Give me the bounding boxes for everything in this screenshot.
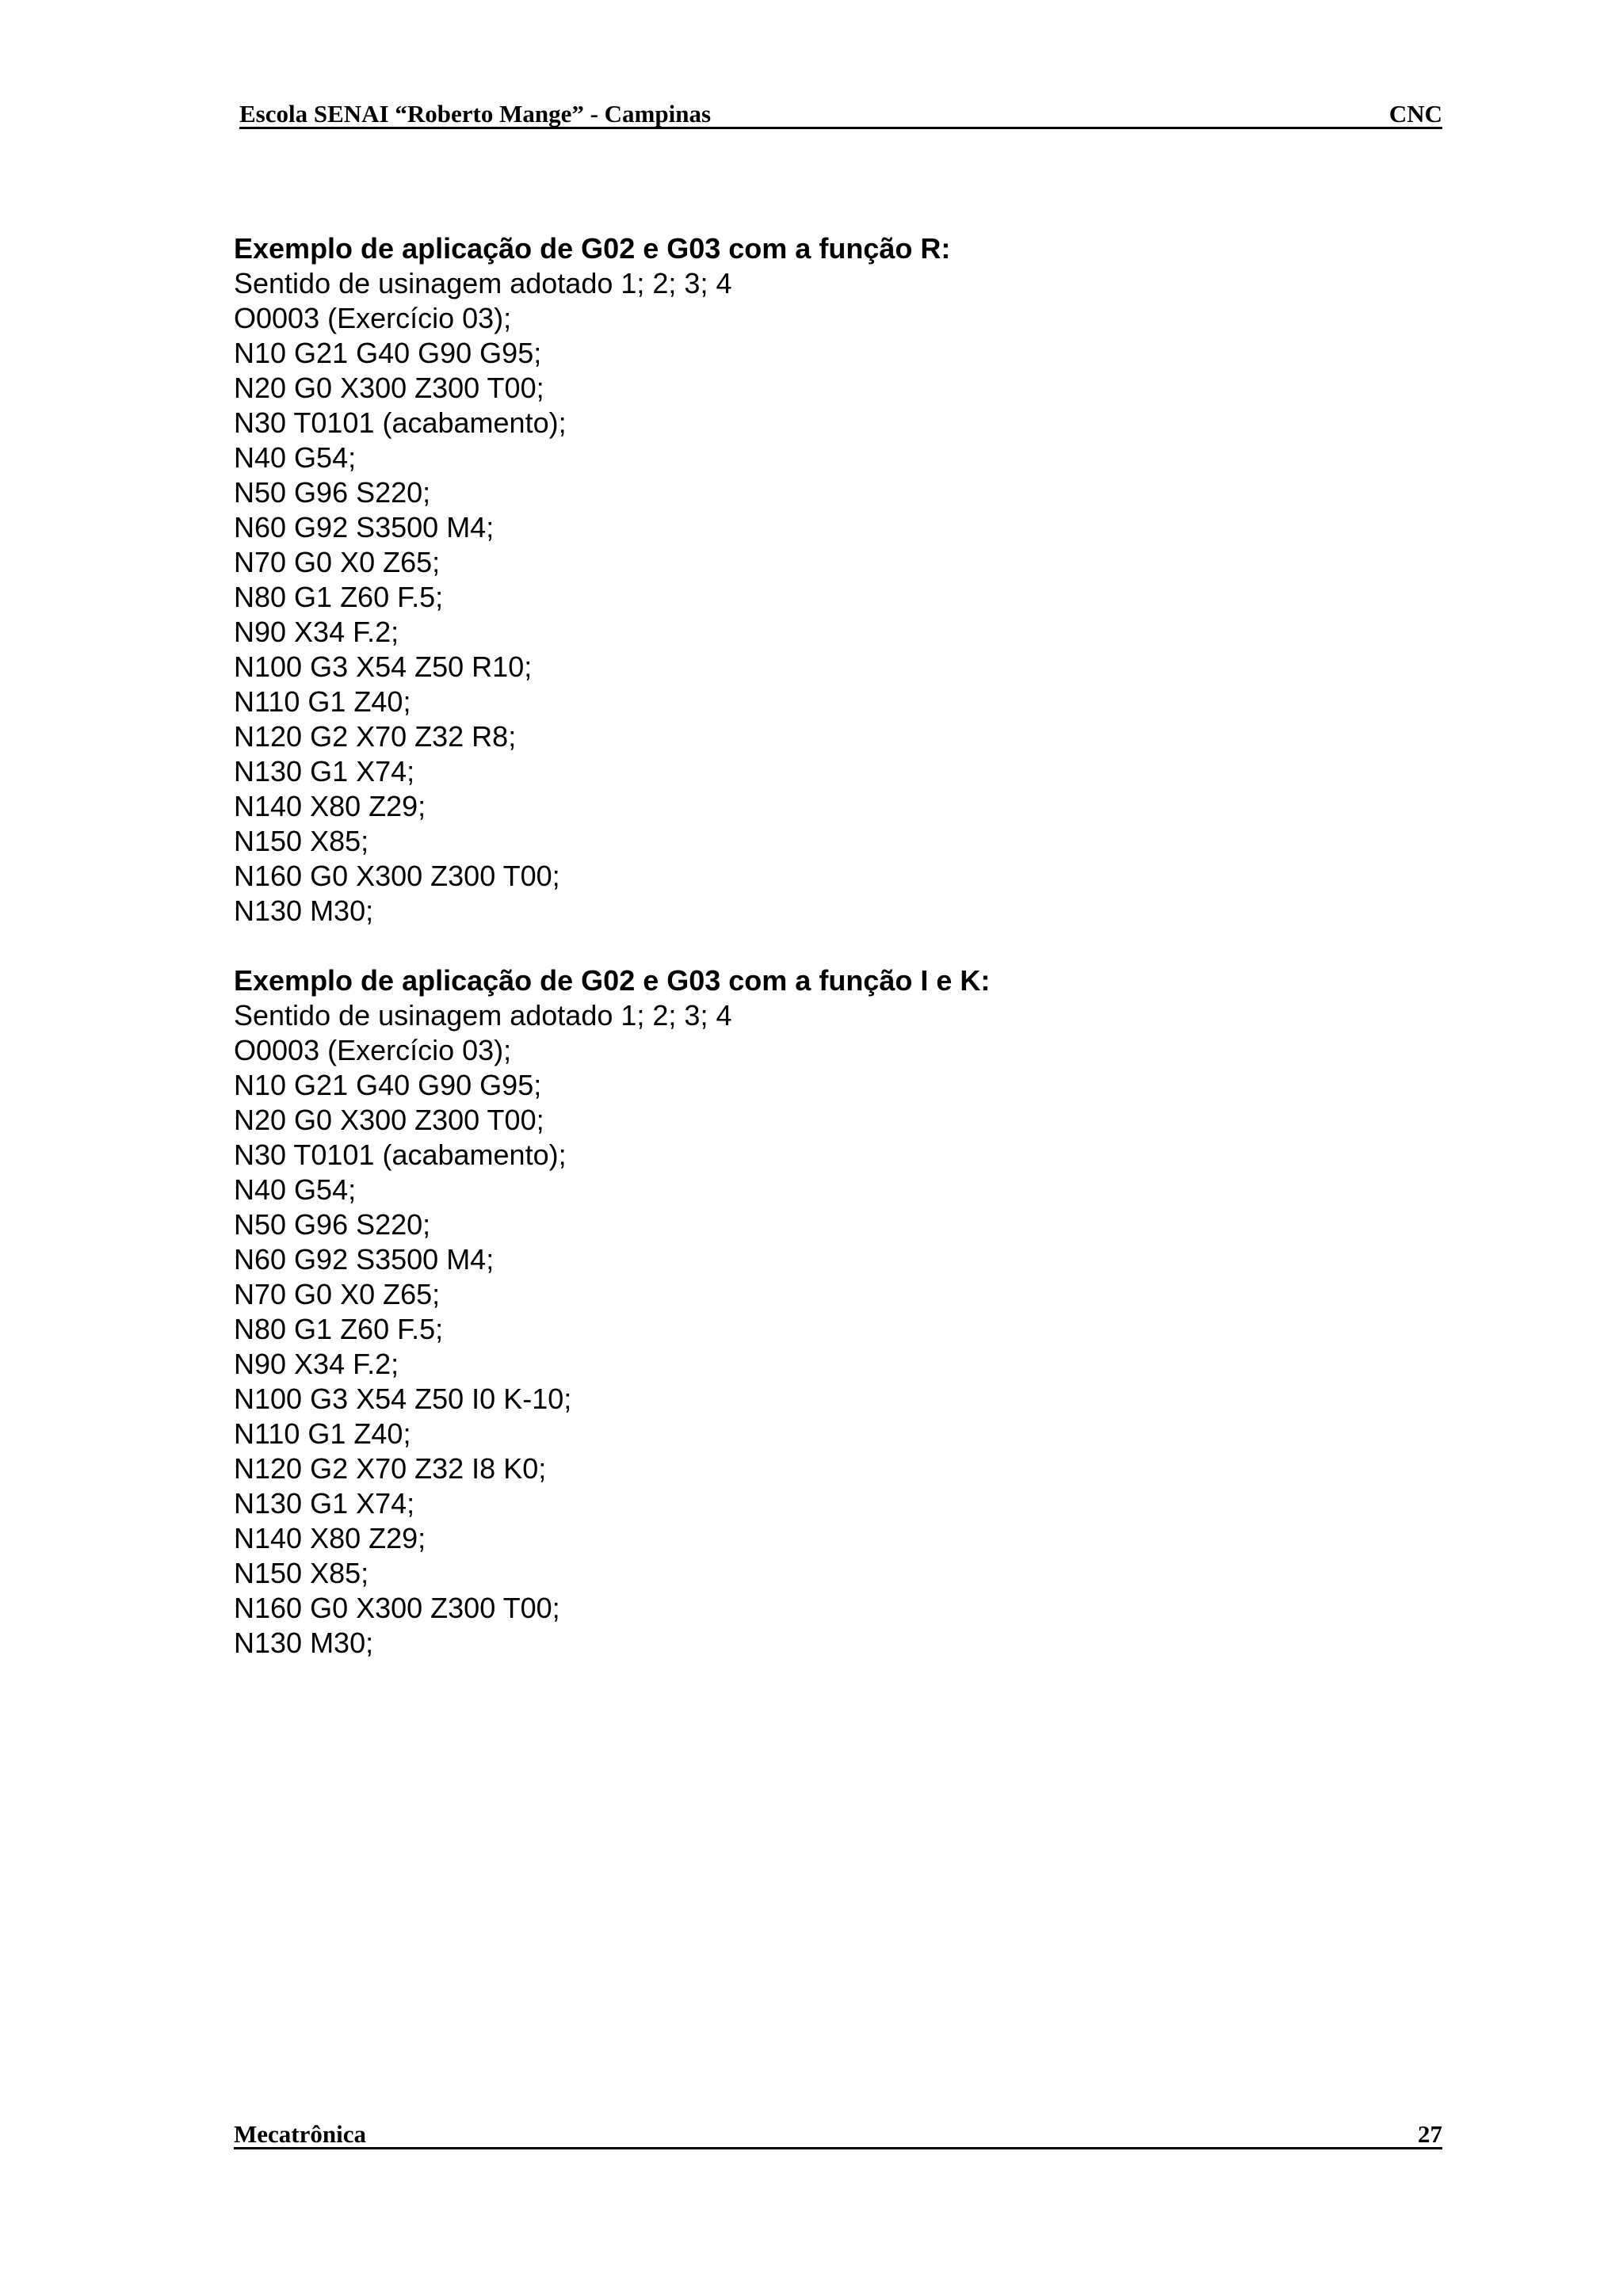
page-header	[239, 101, 1442, 129]
program-line: N160 G0 X300 Z300 T00;	[234, 860, 560, 892]
program-line: N40 G54;	[234, 1173, 357, 1206]
program-line: N10 G21 G40 G90 G95;	[234, 1069, 542, 1101]
page-number: 27	[1418, 2120, 1442, 2148]
program-line: N20 G0 X300 Z300 T00;	[234, 1104, 544, 1136]
footer-course-name: Mecatrônica	[234, 2120, 366, 2148]
program-line: N50 G96 S220;	[234, 476, 431, 509]
header-school-name: Escola SENAI “Roberto Mange” - Campinas	[239, 100, 712, 128]
program-line: N120 G2 X70 Z32 I8 K0;	[234, 1452, 547, 1485]
program-line: N50 G96 S220;	[234, 1208, 431, 1241]
program-line: N30 T0101 (acabamento);	[234, 1138, 567, 1171]
program-line: N100 G3 X54 Z50 I0 K-10;	[234, 1383, 572, 1415]
program-line: N160 G0 X300 Z300 T00;	[234, 1592, 560, 1624]
program-line: N150 X85;	[234, 1557, 369, 1589]
example-section-i-k	[234, 963, 1423, 1661]
program-line: N130 G1 X74;	[234, 755, 415, 788]
program-line: Sentido de usinagem adotado 1; 2; 3; 4	[234, 999, 732, 1032]
program-line: N90 X34 F.2;	[234, 616, 399, 648]
program-listing	[234, 998, 1423, 1661]
program-line: N130 M30;	[234, 1627, 374, 1659]
program-line: N130 M30;	[234, 894, 374, 927]
page-footer	[234, 2122, 1442, 2149]
example-section-r	[234, 231, 1423, 929]
program-line: N110 G1 Z40;	[234, 685, 411, 718]
program-listing	[234, 266, 1423, 929]
program-line: N140 X80 Z29;	[234, 1522, 426, 1554]
program-line: N70 G0 X0 Z65;	[234, 1278, 441, 1310]
page-content	[234, 231, 1423, 1661]
section-heading: Exemplo de aplicação de G02 e G03 com a função I e K:	[234, 964, 991, 997]
program-line: N150 X85;	[234, 825, 369, 857]
program-line: N90 X34 F.2;	[234, 1348, 399, 1380]
program-line: N80 G1 Z60 F.5;	[234, 581, 444, 613]
program-line: N70 G0 X0 Z65;	[234, 546, 441, 578]
program-line: N120 G2 X70 Z32 R8;	[234, 720, 517, 753]
header-subject: CNC	[1388, 100, 1442, 128]
program-line: Sentido de usinagem adotado 1; 2; 3; 4	[234, 267, 732, 299]
section-heading: Exemplo de aplicação de G02 e G03 com a função R:	[234, 232, 951, 265]
program-line: N10 G21 G40 G90 G95;	[234, 337, 542, 369]
program-line: N60 G92 S3500 M4;	[234, 511, 495, 543]
program-line: N20 G0 X300 Z300 T00;	[234, 372, 544, 404]
program-line: N80 G1 Z60 F.5;	[234, 1313, 444, 1345]
program-line: N110 G1 Z40;	[234, 1417, 411, 1450]
program-line: N40 G54;	[234, 441, 357, 474]
program-line: N100 G3 X54 Z50 R10;	[234, 650, 533, 683]
program-line: N130 G1 X74;	[234, 1487, 415, 1520]
program-line: O0003 (Exercício 03);	[234, 302, 512, 334]
program-line: N60 G92 S3500 M4;	[234, 1243, 495, 1276]
program-line: N30 T0101 (acabamento);	[234, 406, 567, 439]
program-line: O0003 (Exercício 03);	[234, 1034, 512, 1066]
program-line: N140 X80 Z29;	[234, 790, 426, 822]
